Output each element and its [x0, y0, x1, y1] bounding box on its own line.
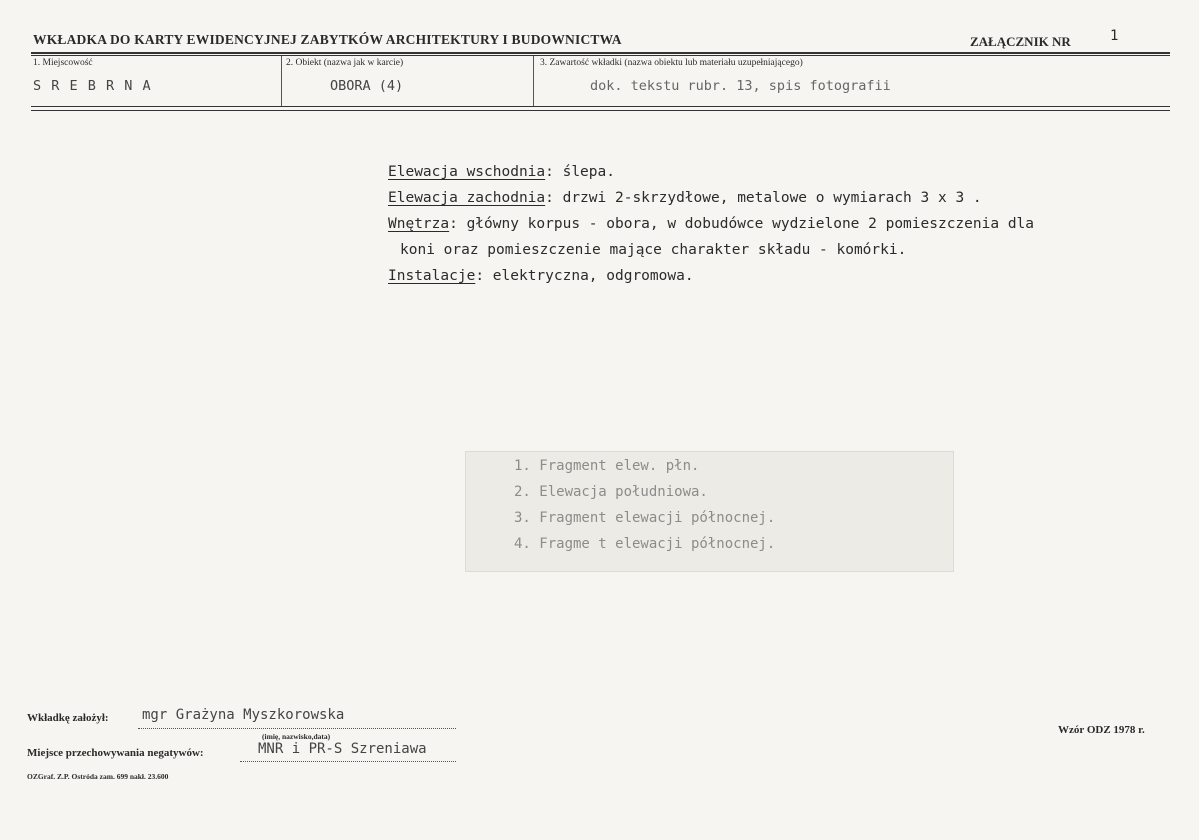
object-label: 2. Obiekt (nazwa jak w karcie): [286, 58, 404, 68]
install-text: : elektryczna, odgromowa.: [475, 268, 694, 284]
photo-item: 4. Fragme t elewacji północnej.: [514, 536, 776, 552]
locality-label: 1. Miejscowość: [33, 58, 93, 68]
storage-value: MNR i PR-S Szreniawa: [258, 741, 427, 757]
interior-label: Wnętrza: [388, 216, 450, 232]
header-rule-top-2: [31, 55, 1170, 56]
field-divider-2: [533, 56, 534, 106]
storage-line: [240, 761, 456, 762]
printer-imprint: OZGraf. Z.P. Ostróda zam. 699 nakł. 23.600: [27, 772, 169, 781]
object-value: OBORA (4): [330, 78, 404, 94]
interior-text-continued: koni oraz pomieszczenie mające charakter składu - komórki.: [400, 242, 907, 258]
content-value: dok. tekstu rubr. 13, spis fotografii: [590, 78, 891, 94]
annex-number: 1: [1110, 28, 1119, 44]
content-label: 3. Zawartość wkładki (nazwa obiektu lub materiału uzupełniającego): [540, 58, 803, 68]
created-by-hint: (imię, nazwisko,data): [262, 732, 331, 741]
card-title: WKŁADKA DO KARTY EWIDENCYJNEJ ZABYTKÓW ARCHITEKTURY I BUDOWNICTWA: [33, 32, 622, 47]
locality-value: S R E B R N A: [33, 78, 152, 94]
description-line-install: [388, 264, 694, 290]
created-by-label: Wkładkę założył:: [27, 712, 109, 724]
fields-rule-2: [31, 110, 1170, 111]
field-divider-1: [281, 56, 282, 106]
west-text: : drzwi 2-skrzydłowe, metalowe o wymiarach 3 x 3 .: [545, 190, 982, 206]
storage-label: Miejsce przechowywania negatywów:: [27, 747, 204, 759]
fields-rule-1: [31, 106, 1170, 107]
east-label: Elewacja wschodnia: [388, 164, 546, 180]
photo-list: [465, 451, 954, 572]
created-by-line: [138, 728, 456, 729]
photo-item: 2. Elewacja południowa.: [514, 484, 708, 500]
interior-text: : główny korpus - obora, w dobudówce wydzielone 2 pomieszczenia dla: [449, 216, 1035, 232]
form-id: Wzór ODZ 1978 r.: [1058, 724, 1145, 736]
description-line-interior: [388, 212, 1034, 238]
photo-item: 3. Fragment elewacji północnej.: [514, 510, 776, 526]
install-label: Instalacje: [388, 268, 476, 284]
created-by-value: mgr Grażyna Myszkorowska: [142, 707, 345, 723]
description-line-east: [388, 160, 615, 186]
west-label: Elewacja zachodnia: [388, 190, 546, 206]
description-line-west: [388, 186, 982, 212]
annex-label: ZAŁĄCZNIK NR: [970, 34, 1071, 49]
photo-item: 1. Fragment elew. płn.: [514, 458, 700, 474]
header-rule-top: [31, 52, 1170, 54]
east-text: : ślepa.: [545, 164, 615, 180]
